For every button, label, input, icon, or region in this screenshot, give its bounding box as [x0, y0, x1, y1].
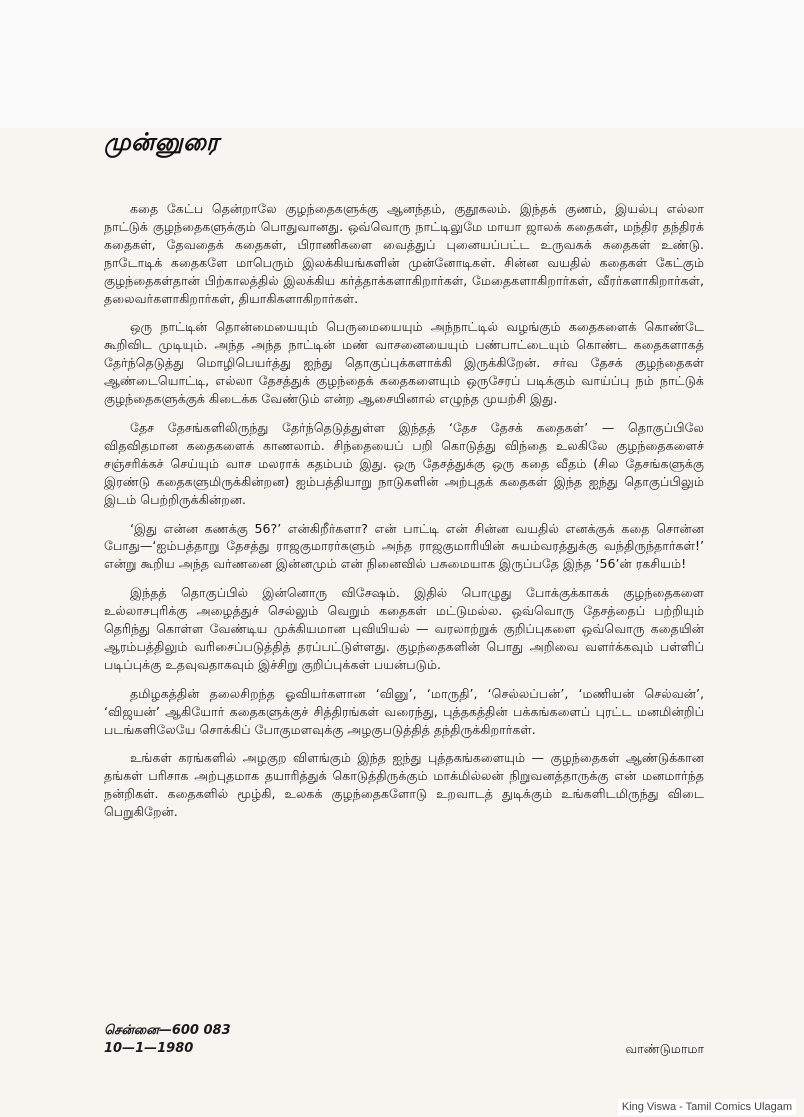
page-top-margin: [0, 0, 804, 128]
preface-body: [104, 200, 704, 832]
place: சென்னை—600 083: [104, 1023, 231, 1038]
paragraph-7: உங்கள் கரங்களில் அழகுற விளங்கும் இந்த ஐந்து புத்தகங்களையும் — குழந்தைகள் ஆண்டுக்கான தங்கள் பரிசாக அற்புதமாக தயாரித்துக் கொடுத்திருக்கும் மாக்மில்லன் நிறுவனத்தாருக்கு என் மனமார்ந்த நன்றிகள். கதைகளில் மூழ்கி, உலகக் குழந்தைகளோடு உறவாடத் துடிக்கும் உங்களிடமிருந்து விடை பெறுகிறேன்.: [104, 750, 704, 820]
date: 10—1—1980: [104, 1041, 194, 1056]
signature-block: [104, 1022, 704, 1058]
paragraph-2: ஒரு நாட்டின் தொன்மையையும் பெருமையையும் அந்நாட்டில் வழங்கும் கதைகளைக் கொண்டே கூறிவிட முடியும். அந்த அந்த நாட்டின் மண் வாசனையையும் பண்பாட்டையும் கொண்ட கதைகளாகத் தேர்ந்தெடுத்து மொழிபெயர்த்து ஐந்து தொகுப்புக்களாக்கி இருக்கிறேன். சர்வ தேசக் குழந்தைகள் ஆண்டையொட்டி, எல்லா தேசத்துக் குழந்தைக் கதைகளையும் ஒருசேரப் படிக்கும் வாய்ப்பு நம் நாட்டுக் குழந்தைகளுக்குக் கிடைக்க வேண்டும் என்ற ஆசையினால் எழுந்த முயற்சி இது.: [104, 319, 704, 407]
paragraph-4: ‘இது என்ன கணக்கு 56?’ என்கிறீர்களா? என் பாட்டி என் சின்ன வயதில் எனக்குக் கதை சொன்ன போது—‘ஐம்பத்தாறு தேசத்து ராஜகுமாரர்களும் அந்த ராஜகுமாரியின் சுயம்வரத்துக்கு வந்திருந்தார்கள்!’ என்று கூறிய அந்த வர்ணனை இன்னமும் என் நினைவில் பசுமையாக இருப்பதே இந்த ‘56’ன் ரகசியம்!: [104, 520, 704, 572]
paragraph-1: கதை கேட்ப தென்றாலே குழந்தைகளுக்கு ஆனந்தம், குதூகலம். இந்தக் குணம், இயல்பு எல்லா நாட்டுக் குழந்தைகளுக்கும் பொதுவானது. ஒவ்வொரு நாட்டிலுமே மாயா ஜாலக் கதைகள், மந்திர தந்திரக் கதைகள், தேவதைக் கதைகள், பிராணிகளை வைத்துப் புனையப்பட்ட உருவகக் கதைகள் உண்டு. நாடோடிக் கதைகளே மாபெரும் இலக்கியங்களின் முன்னோடிகள். சின்ன வயதில் கதைகள் கேட்கும் குழந்தைகள்தான் பிற்காலத்தில் இலக்கிய கர்த்தாக்களாகிறார்கள், மேதைகளாகிறார்கள், வீரர்களாகிறார்கள், தலைவர்களாகிறார்கள், தியாகிகளாகிறார்கள்.: [104, 201, 704, 306]
page-title: முன்னுரை: [104, 128, 219, 156]
author-name: வாண்டுமாமா: [625, 1041, 704, 1056]
paragraph-6: தமிழகத்தின் தலைசிறந்த ஓவியர்களான ‘வினு’, ‘மாருதி’, ‘செல்லப்பன்’, ‘மணியன் செல்வன்’, ‘விஜயன்’ ஆகியோர் கதைகளுக்குச் சித்திரங்கள் வரைந்து, புத்தகத்தின் பக்கங்களைப் புரட்ட மனமின்றிப் படங்களிலேயே சொக்கிப் போகுமளவுக்கு அழகுபடுத்தித் தந்திருக்கிறார்கள்.: [104, 685, 704, 737]
paragraph-3: தேச தேசங்களிலிருந்து தேர்ந்தெடுத்துள்ள இந்தத் ‘தேச தேசக் கதைகள்’ — தொகுப்பிலே விதவிதமான கதைகளைக் காணலாம். சிந்தையைப் பறி கொடுத்து விந்தை உலகிலே குழந்தைகளைச் சஞ்சரிக்கச் செய்யும் வாச மலராக் கதம்பம் இது. ஒரு தேசத்துக்கு ஒரு கதை வீதம் (சில தேசங்களுக்கு இரண்டு கதைகளுமிருக்கின்றன) ஐம்பத்தியாறு நாடுகளின் அற்புதக் கதைகள் இந்த ஐந்து தொகுப்பிலும் இடம் பெற்றிருக்கின்றன.: [104, 419, 704, 507]
watermark-text: King Viswa - Tamil Comics Ulagam: [618, 1099, 796, 1115]
paragraph-5: இந்தத் தொகுப்பில் இன்னொரு விசேஷம். இதில் பொழுது போக்குக்காகக் குழந்தைகளை உல்லாசபுரிக்கு அழைத்துச் செல்லும் வெறும் கதைகள் மட்டுமல்ல. ஒவ்வொரு தேசத்தைப் பற்றியும் தெரிந்து கொள்ள வேண்டிய முக்கியமான புவியியல் — வரலாற்றுக் குறிப்புகளை ஒவ்வொரு கதையின் ஆரம்பத்திலும் வரிசைப்படுத்தித் தரப்பட்டுள்ளது. குழந்தைகளின் பொது அறிவை வளர்க்கவும் பள்ளிப் படிப்புக்கு உதவுவதாகவும் இச்சிறு குறிப்புக்கள் பயன்படும்.: [104, 585, 704, 672]
